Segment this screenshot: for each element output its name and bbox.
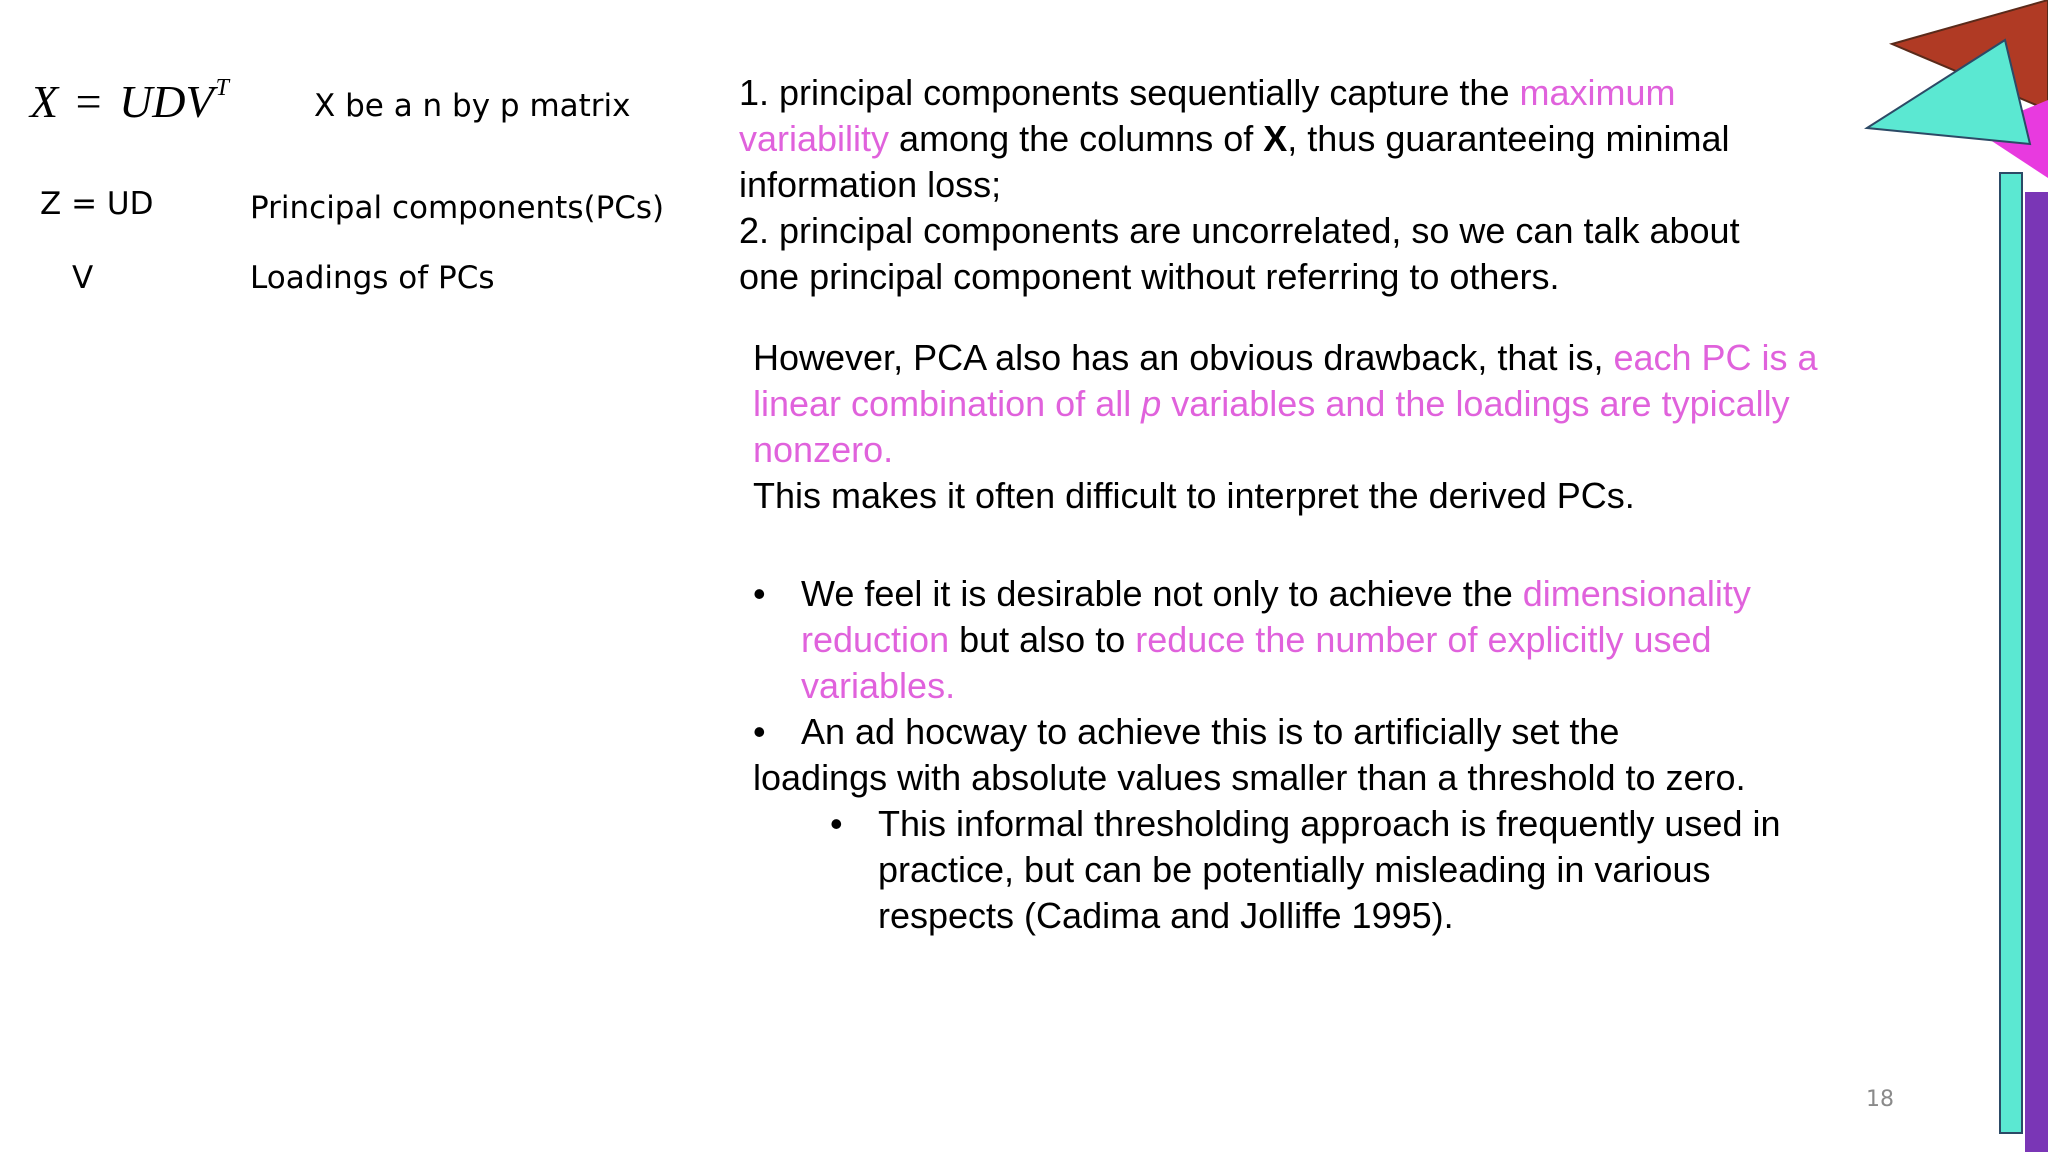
property-line-3: information loss; [739, 164, 1002, 205]
property-line-2: variability among the columns of X, thus guaranteeing minimal [739, 118, 1730, 159]
page-number: 18 [1866, 1087, 1894, 1112]
property-line-5: one principal component without referring to others. [739, 256, 1560, 297]
drawback-line-1: However, PCA also has an obvious drawback, that is, each PC is a [753, 337, 1818, 378]
sub-bullet-item: • This informal thresholding approach is frequently used in practice, but can be potentially misleading in various respects (Cadima and Jolliffe 1995). [830, 801, 1953, 939]
bullet-marker: • [753, 573, 766, 614]
drawback-line-2: linear combination of all p variables and the loadings are typically [753, 383, 1790, 424]
pca-drawback [753, 335, 1953, 519]
drawback-line-3: nonzero. [753, 429, 894, 470]
bullet-list [753, 571, 1953, 939]
bullet-item-1: • We feel it is desirable not only to achieve the dimensionality reduction but also to reduce the number of explicitly used variables. [753, 571, 1953, 709]
drawback-line-4: This makes it often difficult to interpret the derived PCs. [753, 475, 1635, 516]
property-line-1: 1. principal components sequentially capture the maximum [739, 72, 1676, 113]
pca-properties [739, 70, 1969, 300]
bullet-item-2-continuation: loadings with absolute values smaller than a threshold to zero. [753, 757, 1746, 798]
bullet-marker: • [753, 711, 766, 752]
z-description: Principal components(PCs) [250, 190, 665, 226]
svd-formula: $X = UDV^T$ [30, 75, 229, 127]
bullet-marker: • [830, 803, 843, 844]
bullet-item-2: • An ad hocway to achieve this is to artificially set the [753, 709, 1953, 755]
purple-side-bar [2025, 192, 2048, 1152]
v-definition: V [72, 260, 94, 296]
matrix-description: X be a n by p matrix [314, 88, 631, 124]
property-line-4: 2. principal components are uncorrelated, so we can talk about [739, 210, 1740, 251]
cyan-side-bar [1999, 172, 2023, 1134]
z-definition: Z = UD [40, 186, 154, 222]
v-description: Loadings of PCs [250, 260, 495, 296]
